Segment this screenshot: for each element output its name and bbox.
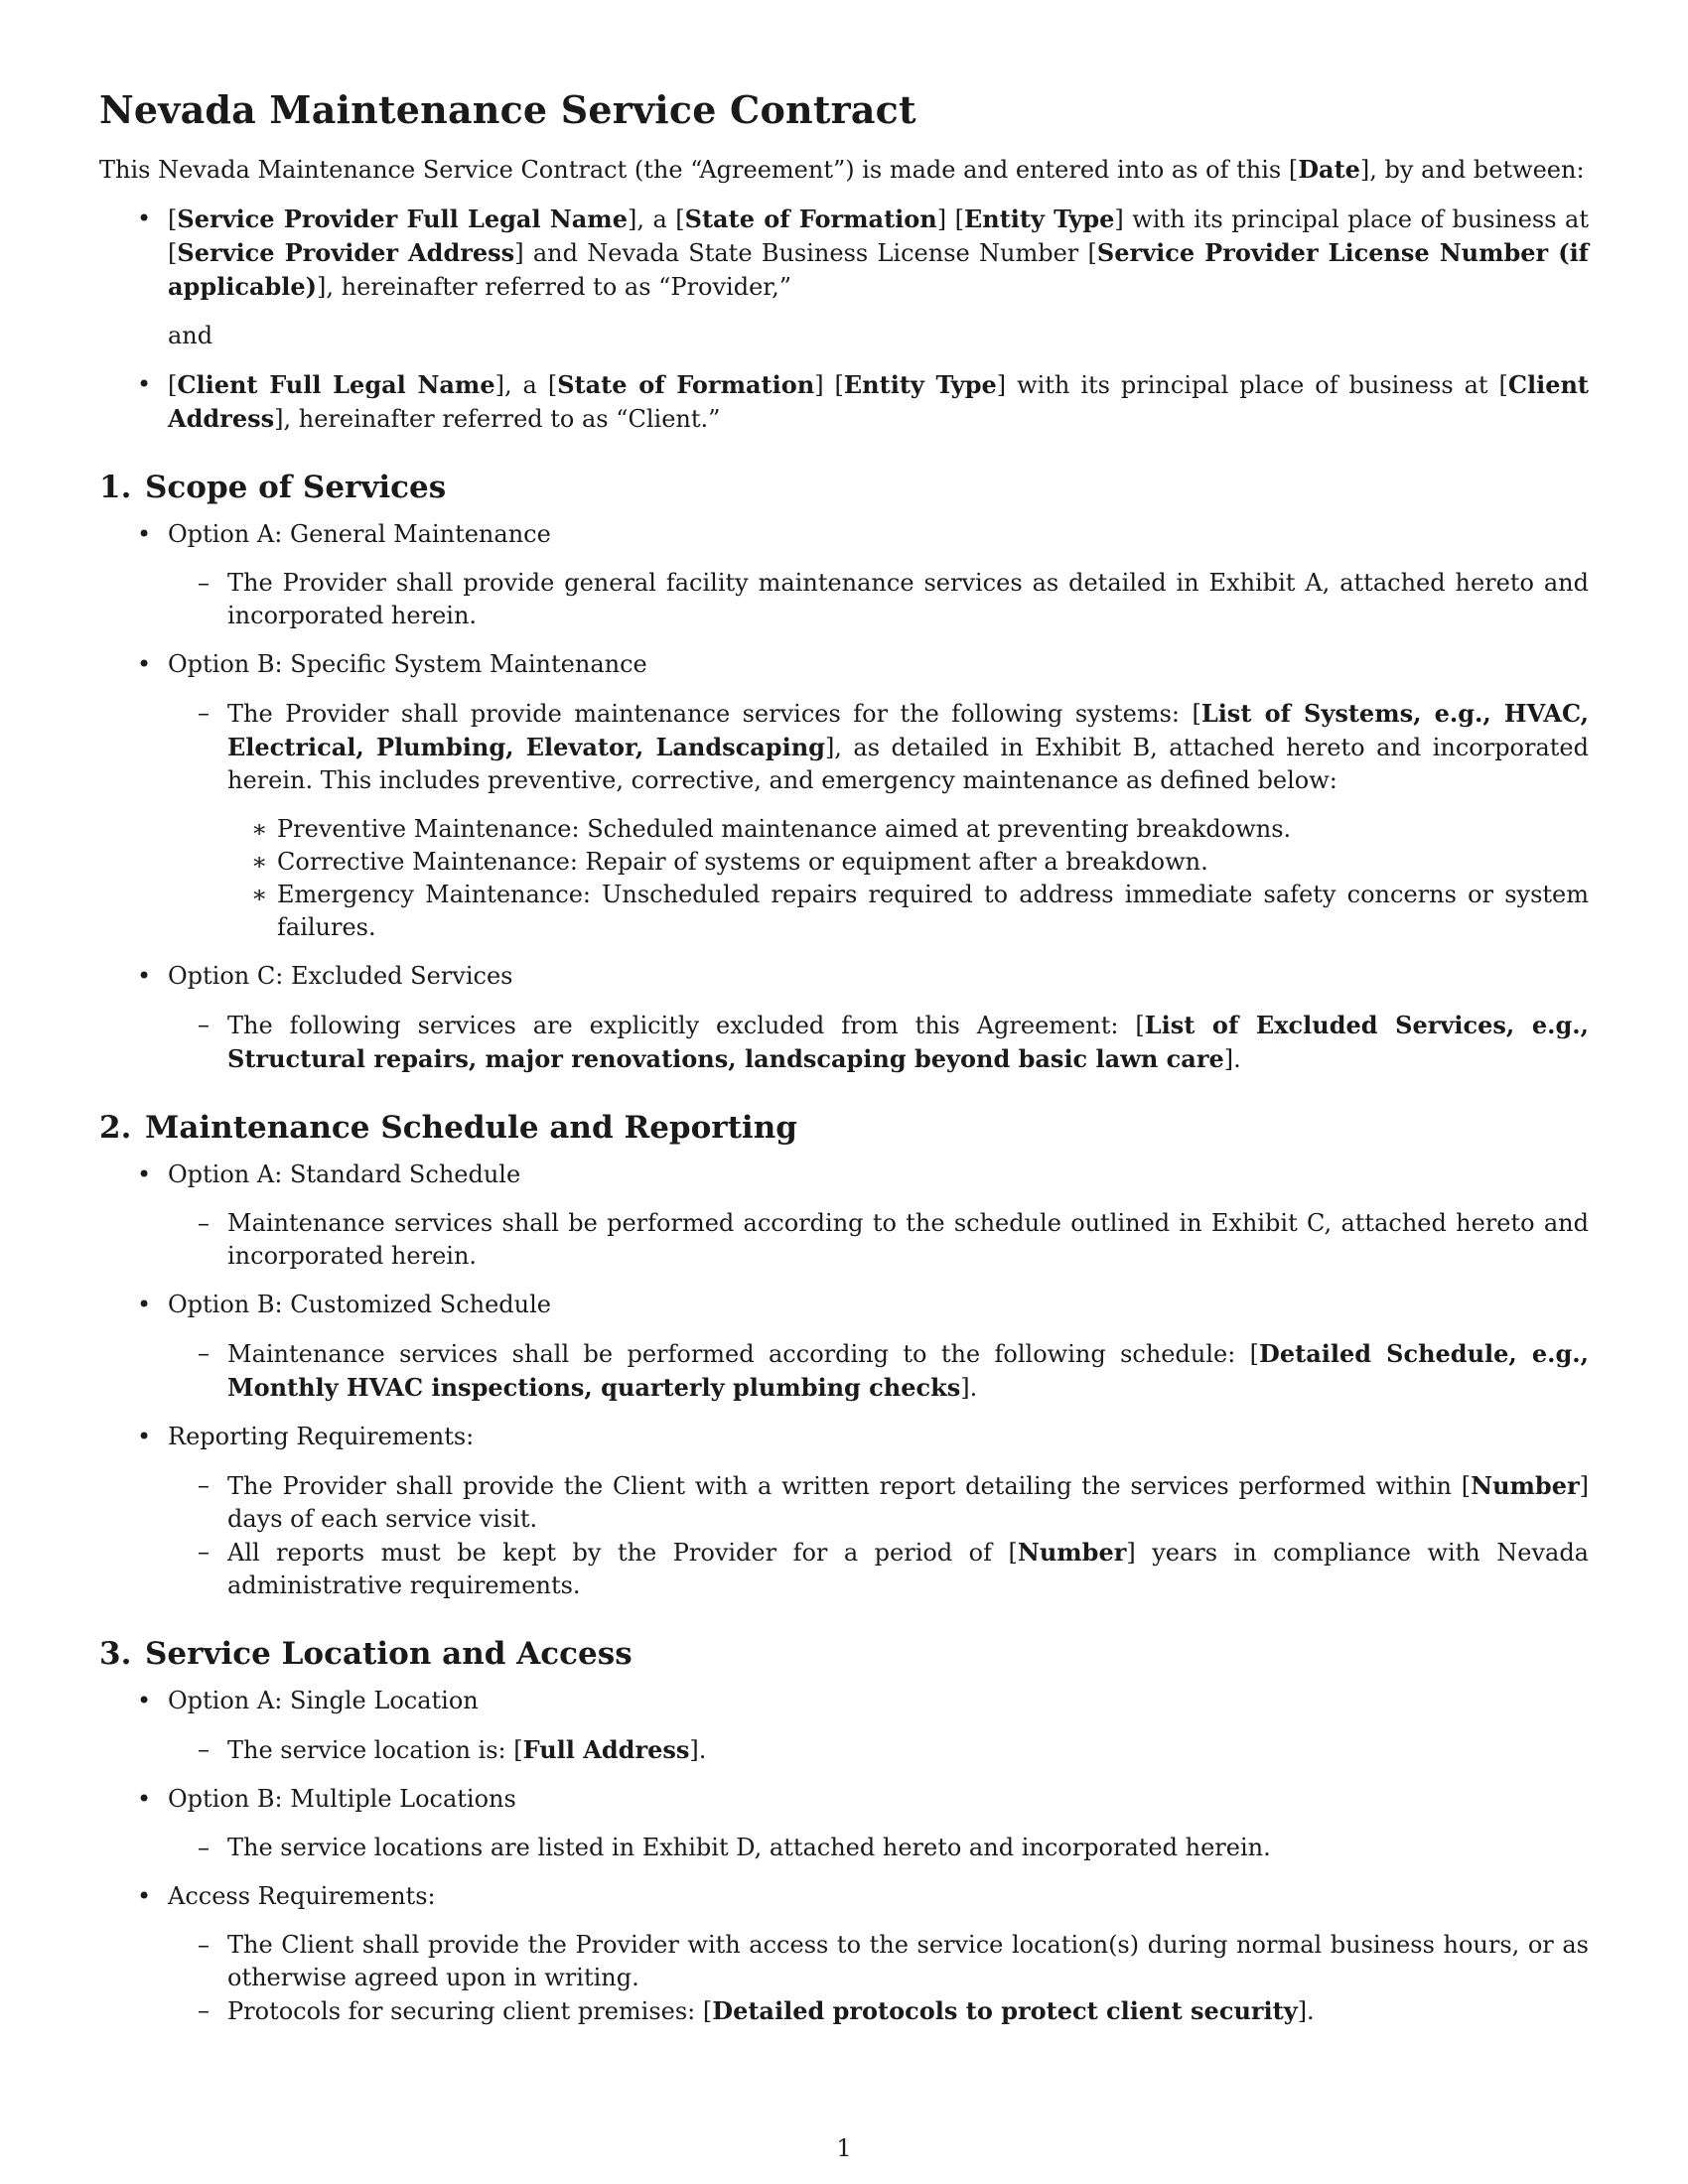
date-placeholder: Date bbox=[1298, 154, 1360, 184]
s2-reporting: • Reporting Requirements: – The Provider shall provide the Client with a written report detailing the services performed within [Number] days of each service visit. – All reports must be kept by the Provider for a period of [Number] years in compliance with Nevada administrative requirements. bbox=[99, 1421, 1589, 1602]
party-client: • [Client Full Legal Name], a [State of Formation] [Entity Type] with its principal place of business at [Client Address], hereinafter referred to as “Client.” bbox=[99, 368, 1589, 436]
parties-list-client bbox=[99, 368, 1589, 436]
s1-option-a-text: – The Provider shall provide general facility maintenance services as detailed in Exhibit A, attached hereto and incorporated herein. bbox=[168, 567, 1589, 632]
s2-option-b: • Option B: Customized Schedule – Maintenance services shall be performed according to the following schedule: [Detailed Schedule, e.g., Monthly HVAC inspections, quarterly plumbing checks]. bbox=[99, 1289, 1589, 1405]
party-provider: • [Service Provider Full Legal Name], a [State of Formation] [Entity Type] with its principal place of business at [Service Provider Address] and Nevada State Business License Number [Service Provider License Number (if applicable)], hereinafter referred to as “Provider,” bbox=[99, 203, 1589, 304]
parties-list bbox=[99, 203, 1589, 304]
section-1-list bbox=[99, 518, 1589, 1076]
s1-option-a: • Option A: General Maintenance – The Provider shall provide general facility maintenance services as detailed in Exhibit A, attached hereto and incorporated herein. bbox=[99, 518, 1589, 632]
section-1-heading: 1. Scope of Services bbox=[99, 469, 447, 505]
section-2-heading: 2. Maintenance Schedule and Reporting bbox=[99, 1109, 797, 1146]
s1-option-b: • Option B: Specific System Maintenance – The Provider shall provide maintenance services for the following systems: [List of Systems, e.g., HVAC, Electrical, Plumbing, Elevator, Landscaping], as detailed in Exhibit B, attached hereto and incorporated herein. This includes preventive, corrective, and emergency maintenance as defined below: ∗ Preventive Maintenance: Scheduled maintenance aimed at preventing breakdowns. ∗ Corrective Maintenance: Repair of systems or equipment after a breakdown. ∗ Emergency Maintenance: Unscheduled repairs required to address immediate safety concerns or system failures. bbox=[99, 648, 1589, 944]
s3-access: • Access Requirements: – The Client shall provide the Provider with access to the service location(s) during normal business hours, or as otherwise agreed upon in writing. – Protocols for securing client premises: [Detailed protocols to protect client security]. bbox=[99, 1880, 1589, 2028]
s1-option-b-text: – The Provider shall provide maintenance services for the following systems: [List of Systems, e.g., HVAC, Electrical, Plumbing, Elevator, Landscaping], as detailed in Exhibit B, attached hereto and incorporated herein. This includes preventive, corrective, and emergency maintenance as defined below: ∗ Preventive Maintenance: Scheduled maintenance aimed at preventing breakdowns. ∗ Corrective Maintenance: Repair of systems or equipment after a breakdown. ∗ Emergency Maintenance: Unscheduled repairs required to address immediate safety concerns or system failures. bbox=[168, 697, 1589, 944]
maintenance-types-list bbox=[227, 813, 1589, 944]
s3-option-a-text: – The service location is: [Full Address]. bbox=[168, 1733, 1589, 1767]
and-connector: and bbox=[168, 321, 213, 349]
document-body bbox=[99, 87, 1589, 2028]
s3-access-2: – Protocols for securing client premises: [Detailed protocols to protect client security]. bbox=[168, 1994, 1589, 2028]
s1-option-c-text: – The following services are explicitly excluded from this Agreement: [List of Excluded Services, e.g., Structural repairs, major renovations, landscaping beyond basic lawn care]. bbox=[168, 1009, 1589, 1076]
s2-reporting-2: – All reports must be kept by the Provider for a period of [Number] years in compliance with Nevada administrative requirements. bbox=[168, 1536, 1589, 1602]
s2-reporting-1: – The Provider shall provide the Client with a written report detailing the services performed within [Number] days of each service visit. bbox=[168, 1469, 1589, 1536]
s3-option-a: • Option A: Single Location – The service location is: [Full Address]. bbox=[99, 1685, 1589, 1767]
s2-option-b-text: – Maintenance services shall be performed according to the following schedule: [Detailed Schedule, e.g., Monthly HVAC inspections, quarterly plumbing checks]. bbox=[168, 1337, 1589, 1405]
s1-option-c: • Option C: Excluded Services – The following services are explicitly excluded from this Agreement: [List of Excluded Services, e.g., Structural repairs, major renovations, landscaping beyond basic lawn care]. bbox=[99, 960, 1589, 1076]
s3-access-1: – The Client shall provide the Provider with access to the service location(s) during normal business hours, or as otherwise agreed upon in writing. bbox=[168, 1929, 1589, 1994]
document-title: Nevada Maintenance Service Contract bbox=[99, 87, 916, 132]
section-3-heading: 3. Service Location and Access bbox=[99, 1635, 633, 1672]
list-item: ∗ Preventive Maintenance: Scheduled maintenance aimed at preventing breakdowns. bbox=[227, 813, 1589, 846]
section-3-list bbox=[99, 1685, 1589, 2028]
intro-paragraph: This Nevada Maintenance Service Contract (the “Agreement”) is made and entered into as of this [Date], by and between: bbox=[99, 154, 1585, 184]
s3-option-b: • Option B: Multiple Locations – The service locations are listed in Exhibit D, attached hereto and incorporated herein. bbox=[99, 1783, 1589, 1864]
list-item: ∗ Emergency Maintenance: Unscheduled repairs required to address immediate safety concerns or system failures. bbox=[227, 879, 1589, 944]
s2-option-a: • Option A: Standard Schedule – Maintenance services shall be performed according to the schedule outlined in Exhibit C, attached hereto and incorporated herein. bbox=[99, 1159, 1589, 1273]
page-number: 1 bbox=[836, 2134, 852, 2162]
section-2-list bbox=[99, 1159, 1589, 1602]
list-item: ∗ Corrective Maintenance: Repair of systems or equipment after a breakdown. bbox=[227, 846, 1589, 879]
s2-option-a-text: – Maintenance services shall be performed according to the schedule outlined in Exhibit C, attached hereto and incorporated herein. bbox=[168, 1207, 1589, 1273]
s3-option-b-text: – The service locations are listed in Exhibit D, attached hereto and incorporated herein. bbox=[168, 1832, 1589, 1864]
